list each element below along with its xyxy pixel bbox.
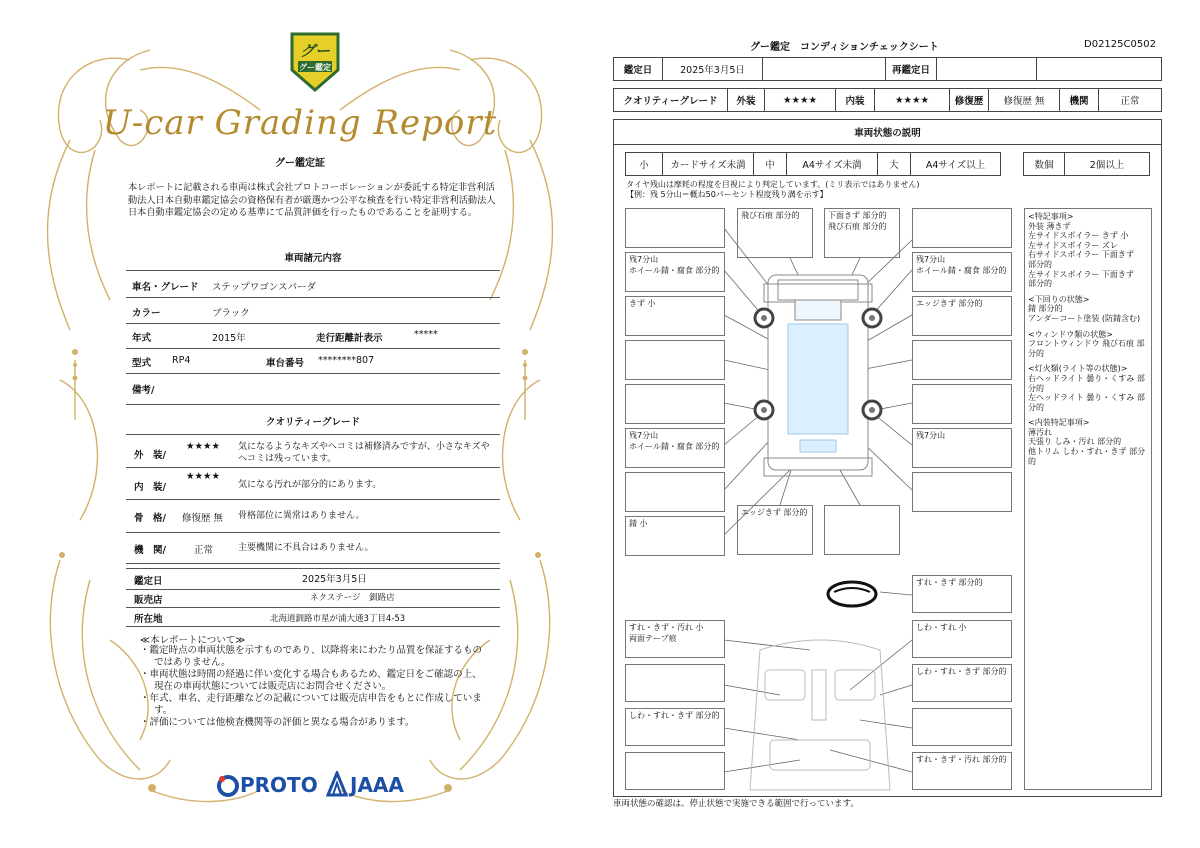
quality-row-exterior: 外 装/ ★★★★ 気になるようなキズやヘコミは補修済みですが、小さなキズやヘコミは残っています。: [126, 434, 500, 468]
jaaa-logo-text: JAAA: [350, 773, 404, 797]
special-group: <下回りの状態> 錆 部分的 アンダーコート塗装 (防錆含む): [1028, 294, 1141, 323]
obs-box-right-mid2: [912, 384, 1012, 424]
proto-logo-icon: [216, 774, 240, 798]
svg-text:グー: グー: [299, 42, 331, 60]
exterior-stars: ★★★★: [186, 441, 221, 452]
spec-row-name: 車名・グレード ステップワゴンスパーダ: [126, 270, 500, 298]
obs-box-right-mid: [912, 340, 1012, 380]
obs-box-roof-left: 飛び石痕 部分的: [737, 208, 813, 258]
tire-example: 【例：残 5分山＝概ね50パーセント程度残り溝を示す】: [626, 190, 828, 199]
spec-row-model: 型式 RP4 車台番号 ********807: [126, 349, 500, 374]
tire-note: タイヤ残山は摩耗の程度を目視により判定しています。(ミリ表示ではありません): [626, 180, 920, 189]
obs-box-int-right1: しわ・すれ 小: [912, 620, 1012, 658]
quality-section-title: クオリティーグレード: [265, 417, 361, 428]
obs-box-int-left1: すれ・きず・汚れ 小 両面テープ痕: [625, 620, 725, 658]
jaaa-logo-icon: [326, 771, 348, 797]
special-group: <灯火類(ライト等の状態)> 右ヘッドライト 曇り・くすみ 部分的 左ヘッドライト 曇り・くすみ 部分的: [1028, 364, 1145, 412]
obs-box-left-mid2: [625, 384, 725, 424]
special-group: <特記事項> 外装 薄きず 左サイドスポイラー きず 小 左サイドスポイラー ズレ 右サイドスポイラー 下面きず 部分的 左サイドスポイラー 下面きず 部分的: [1028, 212, 1134, 289]
obs-box-rl-tire: 残7分山 ホイール錆・腐食 部分的: [625, 428, 725, 468]
quality-row-frame: 骨 格/ 修復歴 無 骨格部位に異常はありません。: [126, 500, 500, 533]
note-item: ・鑑定時点の車両状態を示すものであり、以降将来にわたり品質を保証するものではありません。: [140, 645, 483, 668]
date-label: 鑑定日: [613, 57, 663, 81]
legend-small: 小: [625, 152, 663, 176]
legend-large: 大: [877, 152, 911, 176]
state-section-title: 車両状態の説明: [613, 119, 1162, 145]
footer-note: 車両状態の確認は、停止状態で実施できる範囲で行っています。: [613, 799, 859, 809]
obs-box-top-left: [625, 208, 725, 248]
info-row-address: 所在地 北海道釧路市星が浦大通3丁目4-53: [126, 608, 500, 627]
goo-appraisal-badge: [288, 30, 342, 94]
notes-title: ≪本レポートについて≫: [140, 635, 246, 646]
obs-box-int-right3: [912, 708, 1012, 746]
quality-row-engine: 機 関/ 正常 主要機関に不具合はありません。: [126, 533, 500, 564]
note-item: ・年式、車名、走行距離などの記載については販売店申告をもとに作成しています。: [140, 693, 482, 716]
spec-section-title: 車両諸元内容: [284, 253, 342, 264]
repair-label: 修復歴: [949, 88, 989, 112]
special-group: <ウィンドウ類の状態> フロントウィンドウ 飛び石痕 部分的: [1028, 329, 1145, 358]
quality-row-interior: 内 装/ ★★★★ 気になる汚れが部分的にあります。: [126, 467, 500, 500]
engine-value: 正常: [1098, 88, 1162, 112]
grade-label: クオリティーグレード: [613, 88, 728, 112]
date-value: 2025年3月5日: [662, 57, 763, 81]
int-stars: ★★★★: [874, 88, 950, 112]
obs-box-fr-tire: 残7分山 ホイール錆・腐食 部分的: [912, 252, 1012, 292]
legend-mid-desc: A4サイズ未満: [786, 152, 878, 176]
obs-box-int-left2: [625, 664, 725, 702]
obs-box-top-right: [912, 208, 1012, 248]
obs-box-right-front: エッジきず 部分的: [912, 296, 1012, 336]
info-row-dealer: 販売店 ネクステージ 釧路店: [126, 589, 500, 608]
report-notes: [140, 645, 490, 729]
note-item: ・評価については他検査機関等の評価と異なる場合があります。: [140, 717, 415, 728]
legend-small-desc: カードサイズ未満: [662, 152, 754, 176]
legend-count-desc: 2個以上: [1064, 152, 1150, 176]
ext-stars: ★★★★: [764, 88, 836, 112]
obs-box-left-rear2: 錆 小: [625, 516, 725, 556]
obs-box-right-rear: [912, 472, 1012, 512]
obs-box-roof-right: 下面きず 部分的 飛び石痕 部分的: [824, 208, 900, 258]
obs-box-int-left4: [625, 752, 725, 790]
ext-label: 外装: [727, 88, 765, 112]
sheet-code: D02125C0502: [1084, 39, 1156, 50]
redate-value: [936, 57, 1037, 81]
obs-box-fl-tire: 残7分山 ホイール錆・腐食 部分的: [625, 252, 725, 292]
date-blank: [762, 57, 886, 81]
redate-blank: [1036, 57, 1162, 81]
interior-stars: ★★★★: [186, 471, 221, 482]
proto-logo-text: PROTO: [240, 773, 318, 797]
certificate-title: グー鑑定証: [275, 158, 325, 169]
info-row-date: 鑑定日 2025年3月5日: [126, 568, 500, 590]
obs-box-left-rear: [625, 472, 725, 512]
obs-box-steering: すれ・きず 部分的: [912, 575, 1012, 613]
obs-box-int-right4: すれ・きず・汚れ 部分的: [912, 752, 1012, 790]
special-group: <内装特記事項> 薄汚れ 天張り しみ・汚れ 部分的 他トリム しわ・すれ・きず 部分的: [1028, 418, 1146, 466]
engine-label: 機関: [1059, 88, 1099, 112]
spec-row-color: カラー ブラック: [126, 297, 500, 324]
note-item: ・車両状態は時間の経過に伴い変化する場合もあるため、鑑定日をご確認の上、現在の車両状態については販売店にお問合せください。: [140, 669, 482, 692]
repair-value: 修復歴 無: [988, 88, 1060, 112]
obs-box-int-left3: しわ・すれ・きず 部分的: [625, 708, 725, 746]
redate-label: 再鑑定日: [885, 57, 937, 81]
obs-box-int-right2: しわ・すれ・きず 部分的: [912, 664, 1012, 702]
obs-box-left-mid: [625, 340, 725, 380]
special-notes-panel: [1024, 208, 1152, 790]
obs-box-left-front: きず 小: [625, 296, 725, 336]
steering-wheel-icon: [828, 582, 876, 606]
int-label: 内装: [835, 88, 875, 112]
obs-box-rear-left: エッジきず 部分的: [737, 505, 813, 555]
report-script-title: U-car Grading Report: [102, 103, 498, 143]
obs-box-rr-tire: 残7分山: [912, 428, 1012, 468]
legend-mid: 中: [753, 152, 787, 176]
legend-count: 数個: [1023, 152, 1065, 176]
spec-row-remarks: 備考/: [126, 374, 500, 405]
certificate-body: 本レポートに記載される車両は株式会社プロトコーポレーションが委託する特定非営利活動法人日本自動車鑑定協会の資格保有者が厳選かつ公平な検査を行い特定非営利活動法人日本自動車鑑定協会の定める基準にて品質評価を行ったものであることを証明する。: [128, 182, 496, 219]
sheet-title: グー鑑定 コンディションチェックシート: [750, 42, 939, 53]
obs-box-rear-right: [824, 505, 900, 555]
legend-large-desc: A4サイズ以上: [910, 152, 1001, 176]
spec-row-year: 年式 2015年 走行距離計表示 *****: [126, 324, 500, 349]
svg-text:グー鑑定: グー鑑定: [299, 63, 331, 72]
